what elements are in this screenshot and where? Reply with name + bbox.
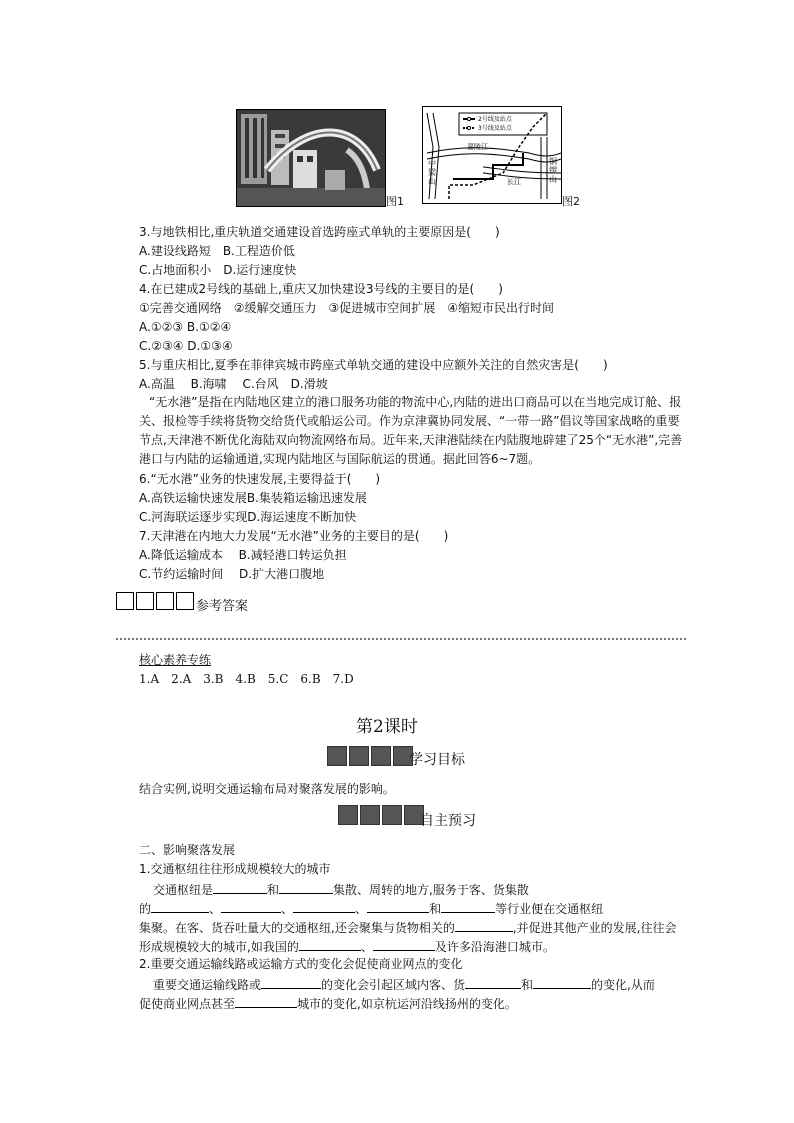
question-6-options-ab: A.高铁运输快速发展B.集装箱运输迅速发展 xyxy=(139,491,367,505)
mountain-tongluo-label: 铜锣山 xyxy=(549,157,557,184)
text-grand-canal: 城市的变化,如京杭运河沿线扬州的变化。 xyxy=(297,997,517,1011)
text-hub-is: 交通枢纽是 xyxy=(153,883,214,897)
blank-2[interactable] xyxy=(279,881,333,894)
monorail-photo xyxy=(236,109,386,207)
goals-header: 学习目标 xyxy=(409,752,465,768)
blank-5[interactable] xyxy=(293,900,355,913)
question-3-options-ab: A.建设线路短 B.工程造价低 xyxy=(139,244,295,258)
legend-line2: 2号线及站点 xyxy=(478,116,512,123)
fill-paragraph-1-line-2 xyxy=(139,900,603,916)
text-industries-gather: 等行业便在交通枢纽 xyxy=(495,902,604,916)
question-7: 7.天津港在内地大力发展“无水港”业务的主要目的是( ) xyxy=(139,529,449,543)
lesson-title: 第2课时 xyxy=(356,717,418,737)
question-7-options-cd: C.节约运输时间 D.扩大港口腹地 xyxy=(139,567,325,581)
text-comma-3: 、 xyxy=(355,902,368,916)
fill-paragraph-1-line-3 xyxy=(139,919,676,935)
question-5-options: A.高温 B.海啸 C.台风 D.滑坡 xyxy=(139,377,328,391)
text-comma-2: 、 xyxy=(281,902,294,916)
question-4-items: ①完善交通网络 ②缓解交通压力 ③促进城市空间扩展 ④缩短市民出行时间 xyxy=(139,301,555,315)
blank-9[interactable] xyxy=(299,938,361,951)
goals-text: 结合实例,说明交通运输布局对聚落发展的影响。 xyxy=(139,782,395,796)
blank-7[interactable] xyxy=(441,900,495,913)
blank-4[interactable] xyxy=(221,900,281,913)
answers-header-boxes xyxy=(116,592,194,610)
fill-paragraph-1-line-4 xyxy=(139,938,555,954)
question-4-options-cd: C.②③④ D.①③④ xyxy=(139,339,233,353)
river-jialing-label: 嘉陵江 xyxy=(467,143,488,151)
text-form-cities: 形成规模较大的城市,如我国的 xyxy=(139,940,299,954)
blank-10[interactable] xyxy=(373,938,435,951)
fill-paragraph-2-line-1 xyxy=(153,976,655,992)
text-comma-1: 、 xyxy=(209,902,222,916)
section-two-title: 二、影响聚落发展 xyxy=(139,843,236,857)
text-coastal-ports: 及许多沿海港口城市。 xyxy=(434,940,555,954)
transit-map-drawing xyxy=(423,107,561,203)
fill-paragraph-1-line-1 xyxy=(153,881,529,897)
text-commercial-even: 促使商业网点甚至 xyxy=(139,997,236,1011)
subsection-1-title: 1.交通枢纽往往形成规模较大的城市 xyxy=(139,862,331,876)
blank-11[interactable] xyxy=(261,976,321,989)
question-4-options-ab: A.①②③ B.①②④ xyxy=(139,320,232,334)
answers-list: 1.A 2.A 3.B 4.B 5.C 6.B 7.D xyxy=(139,672,354,686)
text-routes-or: 重要交通运输线路或 xyxy=(153,978,262,992)
preview-header: 自主预习 xyxy=(420,813,476,829)
question-6: 6.“无水港”业务的快速发展,主要得益于( ) xyxy=(139,472,381,486)
dotted-divider xyxy=(116,638,686,640)
passage-dry-port: “无水港”是指在内陆地区建立的港口服务功能的物流中心,内陆的进出口商品可以在当地完成订舱、报关、报检等手续将货物交给货代或船运公司。作为京津冀协同发展、“一带一路”倡议等国家战略的重要节点,天津港不断优化海陆双向物流网络布局。近年来,天津港陆续在内陆腹地辟建了25个“无水港”,完善港口与内陆的运输通道,实现内陆地区与国际航运的贯通。据此回答6~7题。 xyxy=(139,395,683,466)
text-promote: ,并促进其他产业的发展,往往会 xyxy=(512,921,677,935)
blank-13[interactable] xyxy=(533,976,591,989)
preview-header-boxes xyxy=(338,805,424,825)
blank-8[interactable] xyxy=(455,919,513,932)
question-3: 3.与地铁相比,重庆轨道交通建设首选跨座式单轨的主要原因是( ) xyxy=(139,225,500,239)
mountain-zhongliang-label: 中梁山 xyxy=(428,159,436,186)
blank-12[interactable] xyxy=(465,976,521,989)
question-3-options-cd: C.占地面积小 D.运行速度快 xyxy=(139,263,297,277)
text-of: 的 xyxy=(139,902,152,916)
transit-map xyxy=(422,106,562,204)
text-comma-4: 、 xyxy=(360,940,373,954)
text-thereby: 的变化,从而 xyxy=(591,978,655,992)
question-7-options-ab: A.降低运输成本 B.减轻港口转运负担 xyxy=(139,548,347,562)
answers-section-title: 核心素养专练 xyxy=(139,653,212,667)
river-changjiang-label: 长江 xyxy=(507,178,521,186)
blank-6[interactable] xyxy=(367,900,429,913)
subsection-2-title: 2.重要交通运输线路或运输方式的变化会促使商业网点的变化 xyxy=(139,957,463,971)
text-change-causes: 的变化会引起区域内客、货 xyxy=(321,978,466,992)
figure-2-label: 图2 xyxy=(562,195,580,208)
answers-header: 参考答案 xyxy=(196,599,249,614)
legend-line3: 3号线及站点 xyxy=(478,125,512,132)
goals-header-boxes xyxy=(327,746,413,766)
blank-3[interactable] xyxy=(151,900,209,913)
figure-1-label: 图1 xyxy=(386,195,404,208)
text-and-3: 和 xyxy=(521,978,534,992)
question-5: 5.与重庆相比,夏季在菲律宾城市跨座式单轨交通的建设中应额外关注的自然灾害是( ) xyxy=(139,358,608,372)
fill-paragraph-2-line-2 xyxy=(139,995,517,1011)
text-and-1: 和 xyxy=(267,883,280,897)
question-4: 4.在已建成2号线的基础上,重庆又加快建设3号线的主要目的是( ) xyxy=(139,282,503,296)
text-cluster: 集聚。在客、货吞吐量大的交通枢纽,还会聚集与货物相关的 xyxy=(139,921,455,935)
blank-1[interactable] xyxy=(213,881,267,894)
text-and-2: 和 xyxy=(429,902,442,916)
blank-14[interactable] xyxy=(235,995,297,1008)
question-6-options-cd: C.河海联运逐步实现D.海运速度不断加快 xyxy=(139,510,357,524)
text-collect-transfer: 集散、周转的地方,服务于客、货集散 xyxy=(333,883,529,897)
monorail-illustration xyxy=(237,110,385,206)
